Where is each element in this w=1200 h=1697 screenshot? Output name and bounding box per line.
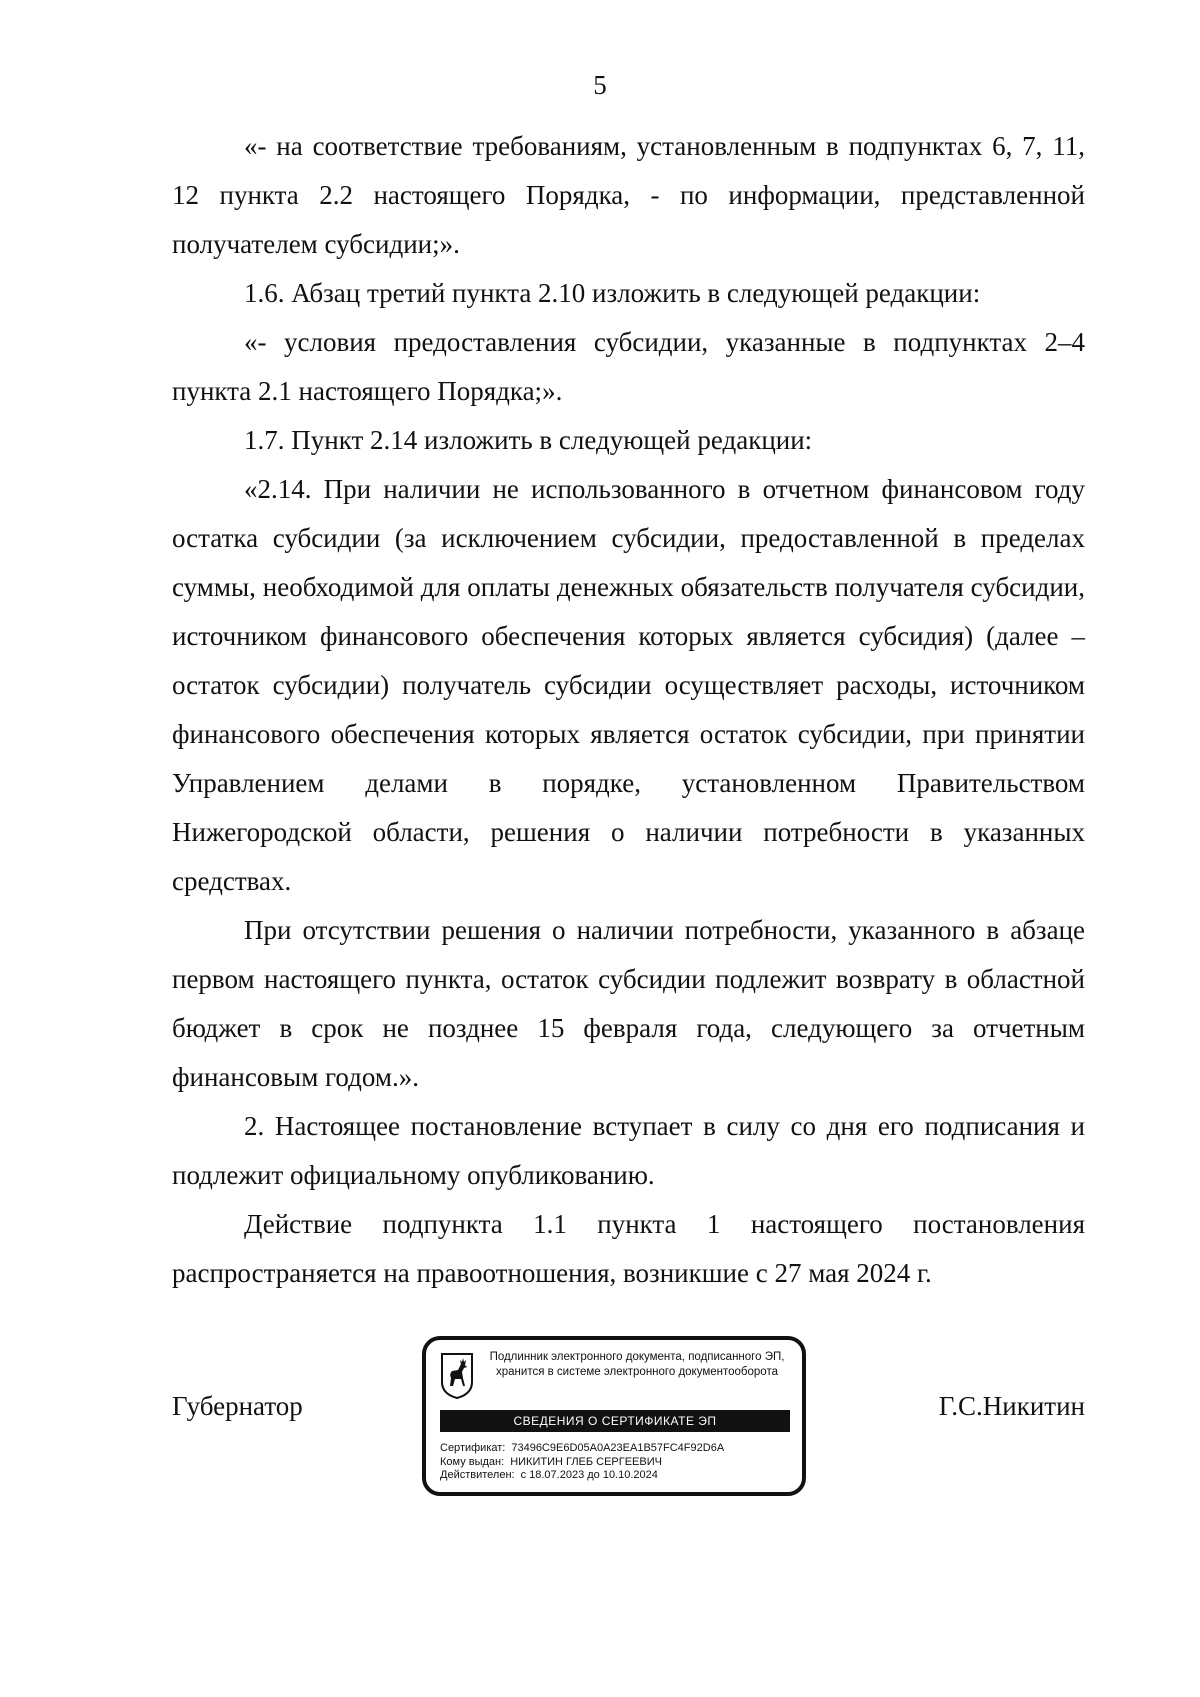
- paragraph-item: «- условия предоставления субсидии, указанные в подпунктах 2–4 пункта 2.1 настоящего Порядка;».: [172, 327, 1085, 406]
- stamp-header-line: хранится в системе электронного документооборота: [496, 1366, 778, 1378]
- signatory-position: Губернатор: [172, 1391, 303, 1421]
- paragraph-item: «2.14. При наличии не использованного в отчетном финансовом году остатка субсидии (за исключением субсидии, предоставленной в пределах суммы, необходимой для оплаты денежных обязательств получателя субсидии, источником финансового обеспечения которых является субсидия) (далее – остаток субсидии) получатель субсидии осуществляет расходы, источником финансового обеспечения которых является остаток субсидии, при принятии Управлением делами в порядке, установленном Правительством Нижегородской области, решения о наличии потребности в указанных средствах.: [172, 474, 1085, 896]
- certificate-details: [440, 1442, 724, 1483]
- validity-value: с 18.07.2023 до 10.10.2024: [520, 1469, 658, 1481]
- validity-label: Действителен:: [440, 1469, 515, 1481]
- issued-to-value: НИКИТИН ГЛЕБ СЕРГЕЕВИЧ: [510, 1455, 662, 1468]
- electronic-signature-stamp: [422, 1336, 806, 1496]
- certificate-row: [440, 1442, 724, 1456]
- certificate-label: Сертификат:: [440, 1442, 506, 1454]
- stamp-header: [476, 1350, 798, 1380]
- paragraph-item: «- на соответствие требованиям, установленным в подпунктах 6, 7, 11, 12 пункта 2.2 настоящего Порядка, - по информации, представленной получателем субсидии;».: [172, 131, 1085, 259]
- paragraph-item: 1.7. Пункт 2.14 изложить в следующей редакции:: [244, 425, 813, 455]
- issued-to-row: [440, 1456, 724, 1470]
- signature-block: [0, 1336, 1200, 1496]
- paragraph-item: Действие подпункта 1.1 пункта 1 настоящего постановления распространяется на правоотношения, возникшие с 27 мая 2024 г.: [172, 1209, 1085, 1288]
- certificate-value: 73496C9E6D05A0A23EA1B57FC4F92D6A: [511, 1442, 725, 1454]
- paragraph-item: 2. Настоящее постановление вступает в силу со дня его подписания и подлежит официальному опубликованию.: [172, 1111, 1085, 1190]
- stamp-header-line: Подлинник электронного документа, подписанного ЭП,: [489, 1351, 785, 1363]
- stamp-title-bar: СВЕДЕНИЯ О СЕРТИФИКАТЕ ЭП: [440, 1410, 790, 1432]
- page-number: 5: [593, 70, 607, 100]
- document-body: [172, 122, 1085, 1298]
- signatory-name: Г.С.Никитин: [938, 1391, 1085, 1421]
- issued-to-label: Кому выдан:: [440, 1455, 505, 1468]
- paragraph-item: При отсутствии решения о наличии потребности, указанного в абзаце первом настоящего пункта, остаток субсидии подлежит возврату в областной бюджет в срок не позднее 15 февраля года, следующего за отчетным финансовым годом.».: [172, 915, 1085, 1092]
- validity-row: [440, 1469, 724, 1483]
- nizhny-novgorod-deer-emblem-icon: [440, 1352, 474, 1400]
- paragraph-item: 1.6. Абзац третий пункта 2.10 изложить в следующей редакции:: [244, 278, 981, 308]
